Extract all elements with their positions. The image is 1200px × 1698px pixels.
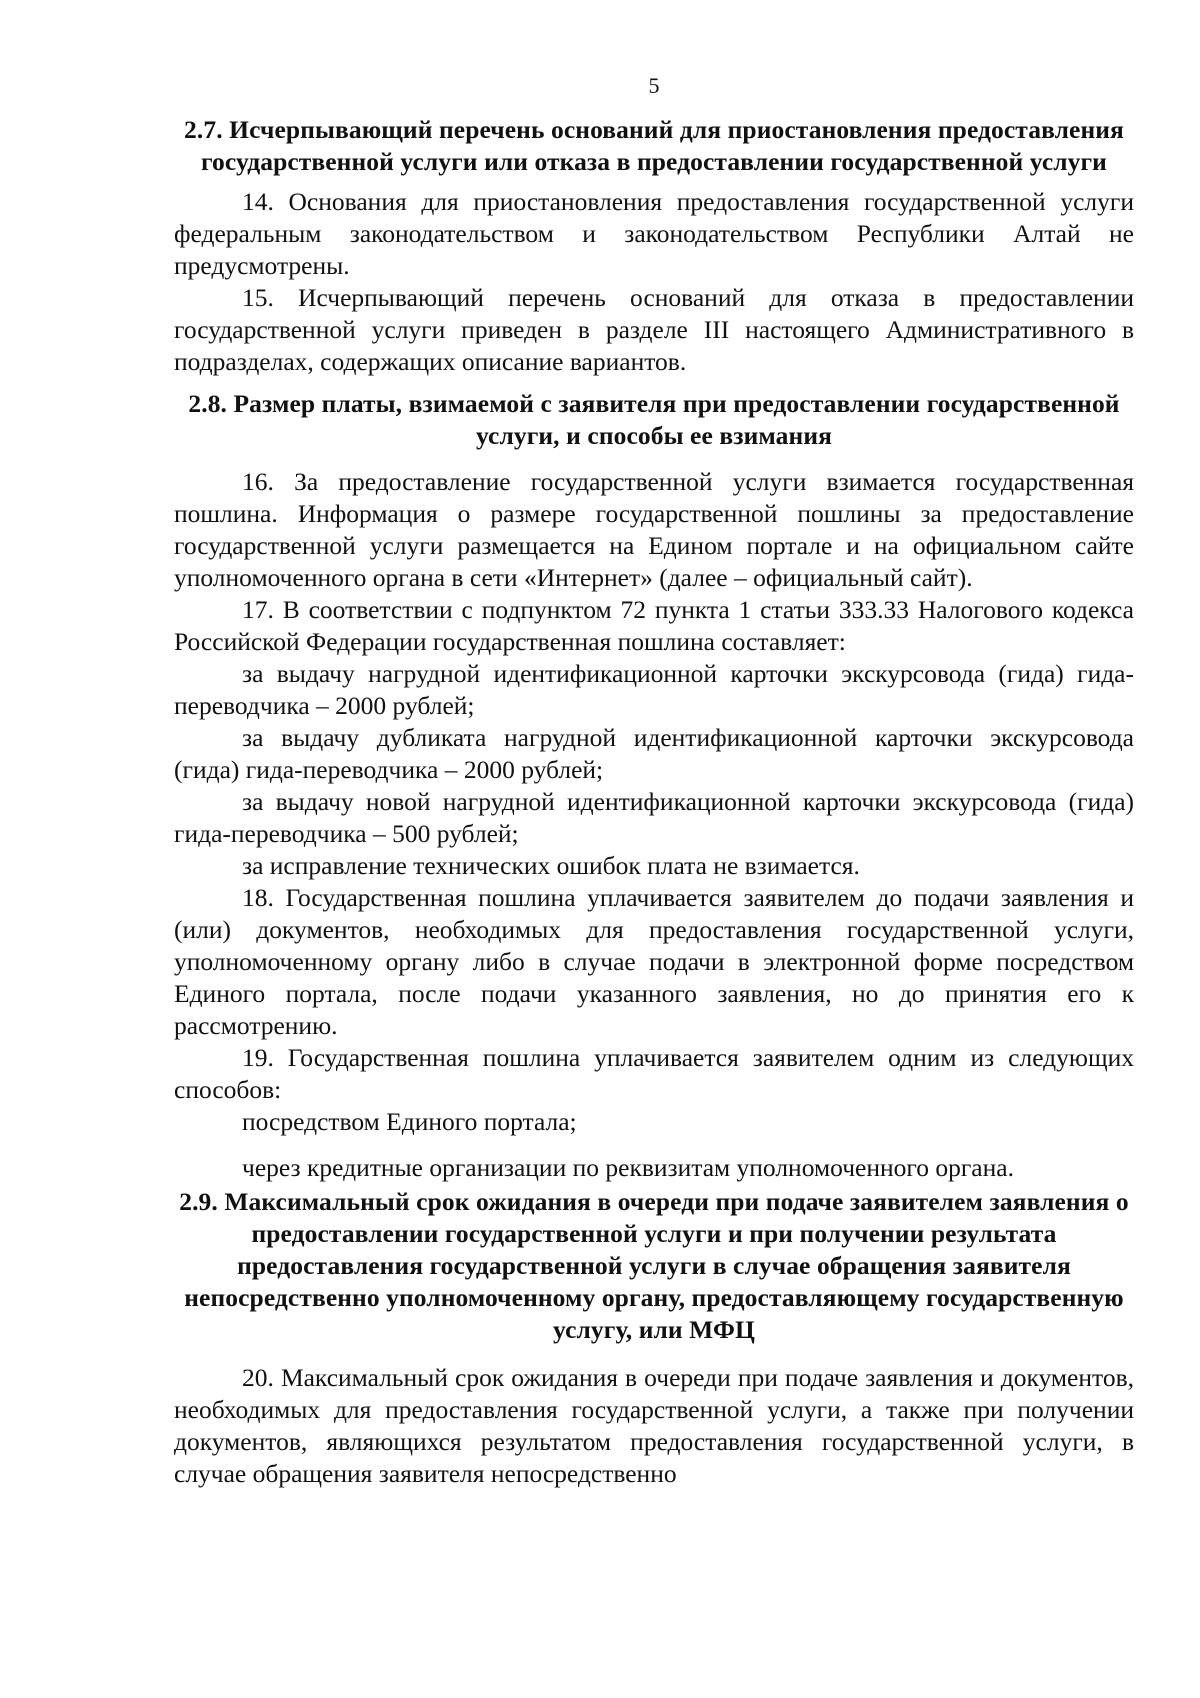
paragraph-14: 14. Основания для приостановления предоставления государственной услуги федеральным законодательством и законодательством Республики Алтай не предусмотрены. [174, 187, 1134, 280]
page-content [174, 72, 1134, 1490]
paragraph-19: 19. Государственная пошлина уплачивается заявителем одним из следующих способов: [174, 1043, 1134, 1104]
paragraph-20: 20. Максимальный срок ожидания в очереди при подаче заявления и документов, необходимых для предоставления государственной услуги, а также при получении документов, являющихся результатом предоставления государственной услуги, в случае обращения заявителя непосредственно [174, 1363, 1134, 1488]
section-2-8-heading: 2.8. Размер платы, взимаемой с заявителя при предоставлении государственной услуги, и способы ее взимания [188, 389, 1120, 450]
paragraph-17: 17. В соответствии с подпунктом 72 пункта 1 статьи 333.33 Налогового кодекса Российской Федерации государственная пошлина составляет: [174, 595, 1134, 656]
paragraph-15: 15. Исчерпывающий перечень оснований для отказа в предоставлении государственной услуги приведен в разделе III настоящего Административного в подразделах, содержащих описание вариантов. [174, 283, 1134, 376]
payment-method-credit-organizations: через кредитные организации по реквизитам уполномоченного органа. [242, 1153, 1014, 1182]
fee-item-card: за выдачу нагрудной идентификационной карточки экскурсовода (гида) гида-переводчика – 2000 рублей; [174, 659, 1134, 720]
fee-item-corrections: за исправление технических ошибок плата не взимается. [242, 851, 860, 880]
section-2-9-heading: 2.9. Максимальный срок ожидания в очереди при подаче заявителем заявления о предоставлении государственной услуги и при получении результата предоставления государственной услуги в случае обращения заявителя непосредственно уполномоченному органу, предоставляющему государственную услугу, или МФЦ [179, 1187, 1129, 1344]
fee-item-duplicate: за выдачу дубликата нагрудной идентификационной карточки экскурсовода (гида) гида-переводчика – 2000 рублей; [174, 723, 1134, 784]
fee-item-new-card: за выдачу новой нагрудной идентификационной карточки экскурсовода (гида) гида-переводчика – 500 рублей; [174, 787, 1134, 848]
paragraph-18: 18. Государственная пошлина уплачивается заявителем до подачи заявления и (или) документов, необходимых для предоставления государственной услуги, уполномоченному органу либо в случае подачи в электронной форме посредством Единого портала, после подачи указанного заявления, но до принятия его к рассмотрению. [174, 883, 1134, 1040]
section-2-7-heading: 2.7. Исчерпывающий перечень оснований для приостановления предоставления государственной услуги или отказа в предоставлении государственной услуги [184, 115, 1124, 176]
paragraph-16: 16. За предоставление государственной услуги взимается государственная пошлина. Информация о размере государственной пошлины за предоставление государственной услуги размещается на Едином портале и на официальном сайте уполномоченного органа в сети «Интернет» (далее – официальный сайт). [174, 467, 1134, 592]
page-number: 5 [648, 73, 660, 98]
payment-method-portal: посредством Единого портала; [242, 1107, 577, 1136]
